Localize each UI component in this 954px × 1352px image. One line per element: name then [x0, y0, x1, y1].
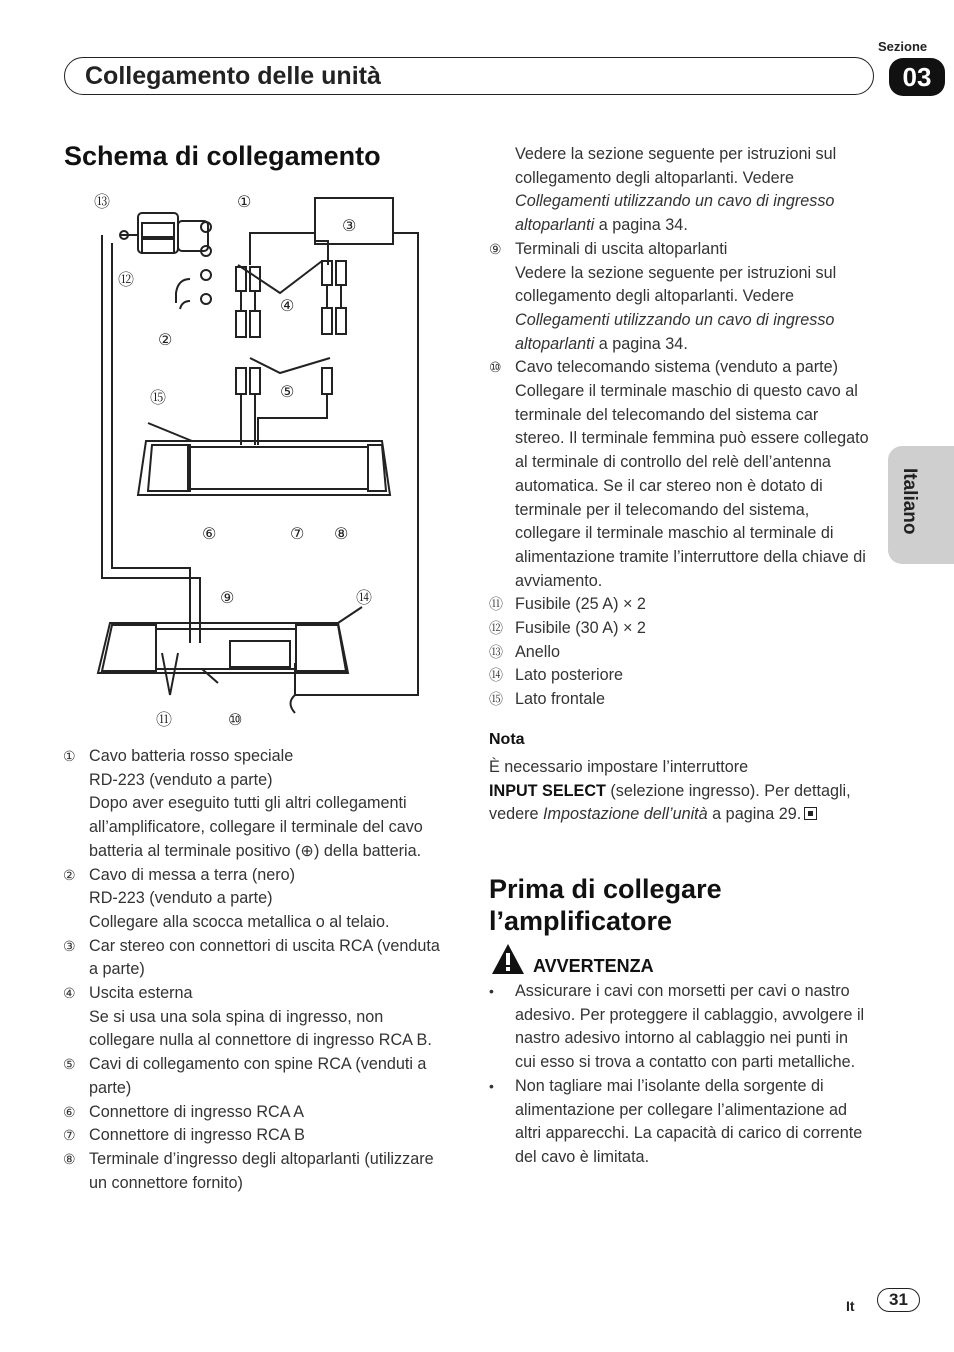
language-code: It: [846, 1298, 855, 1314]
legend-item-2: [63, 864, 445, 935]
section-number-badge: 03: [889, 58, 945, 96]
legend-text: Collegare il terminale maschio di questo cavo al terminale del telecomando del sistema car stereo. Il terminale femmina può essere collegato al terminale di controllo del relè dell’antenna automatica. Se il car stereo non è dotato di terminale per il telecomando del sistema, collegare il terminale maschio al terminale di alimentazione tramite l’interruttore della chiave di avviamento.: [515, 382, 869, 590]
legend-number: ⑦: [63, 1127, 76, 1144]
svg-text:⑬: ⑬: [94, 192, 111, 211]
svg-text:⑧: ⑧: [334, 524, 349, 543]
legend-number: ⑬: [489, 643, 503, 660]
legend-text: Uscita esterna: [89, 984, 193, 1003]
legend-text: Terminali di uscita altoparlanti: [515, 239, 728, 258]
page-number: 31: [877, 1288, 920, 1312]
legend-number: ⑤: [63, 1056, 76, 1073]
legend-text: Connettore di ingresso RCA A: [89, 1102, 305, 1121]
legend-item-1: [63, 745, 445, 864]
legend-item-5: [63, 1053, 445, 1100]
legend-number: ⑫: [489, 620, 503, 637]
legend-number: ⑩: [489, 359, 502, 376]
note-body: [489, 756, 873, 827]
legend-text: RD-223 (venduto a parte): [89, 889, 273, 908]
legend-text: Fusibile (25 A) × 2: [515, 595, 646, 614]
wiring-diagram: [90, 183, 430, 743]
legend-text: Car stereo con connettori di uscita RCA (venduta a parte): [89, 936, 440, 979]
svg-text:⑮: ⑮: [150, 388, 167, 407]
legend-text: Lato posteriore: [515, 666, 623, 685]
svg-text:⑨: ⑨: [220, 588, 235, 607]
legend-text: Lato frontale: [515, 690, 605, 709]
svg-text:⑪: ⑪: [156, 710, 173, 729]
section-heading-prima: Prima di collegare l’amplificatore: [489, 874, 722, 936]
end-marker-icon: [804, 807, 817, 820]
svg-text:⑩: ⑩: [228, 710, 243, 729]
svg-text:③: ③: [342, 216, 357, 235]
legend-text: Anello: [515, 642, 560, 661]
legend-item-11: [489, 593, 872, 617]
legend-text: Cavo di messa a terra (nero): [89, 865, 296, 884]
legend-text: Cavo telecomando sistema (venduto a parte): [515, 358, 839, 377]
legend-text: Dopo aver eseguito tutti gli altri collegamenti all’amplificatore, collegare il terminale del cavo batteria al terminale positivo (⊕) della batteria.: [89, 794, 423, 860]
legend-list-left: [63, 745, 445, 1195]
svg-text:②: ②: [158, 330, 173, 349]
bullet-icon: •: [489, 983, 494, 999]
legend-number: ⑥: [63, 1103, 76, 1120]
note-heading: Nota: [489, 731, 525, 748]
legend-item-12: [489, 617, 872, 641]
legend-text: Collegare alla scocca metallica o al telaio.: [89, 912, 390, 931]
legend-item-6: [63, 1101, 445, 1125]
legend-number: ⑮: [489, 691, 503, 708]
legend-number: ①: [63, 748, 76, 764]
legend-item-14: [489, 664, 872, 688]
warning-list: [489, 980, 871, 1170]
warning-label: AVVERTENZA: [533, 956, 654, 976]
warning-item: [489, 980, 871, 1075]
legend-continuation-8: Vedere la sezione seguente per istruzioni sul collegamento degli altoparlanti. Vedere Collegamenti utilizzando un cavo di ingresso altoparlanti a pagina 34.: [515, 145, 837, 235]
legend-item-4: [63, 982, 445, 1053]
legend-number: ⑪: [489, 596, 503, 613]
legend-text: Vedere la sezione seguente per istruzioni sul collegamento degli altoparlanti. Vedere Collegamenti utilizzando un cavo di ingresso altoparlanti a pagina 34.: [515, 263, 837, 353]
svg-text:①: ①: [237, 192, 252, 211]
legend-text: Terminale d’ingresso degli altoparlanti (utilizzare un connettore fornito): [89, 1149, 434, 1192]
legend-number: ⑭: [489, 667, 503, 684]
legend-text: RD-223 (venduto a parte): [89, 770, 273, 789]
legend-list-right: [489, 143, 872, 712]
section-heading-schema: Schema di collegamento: [64, 141, 381, 171]
warning-text: Assicurare i cavi con morsetti per cavi o nastro adesivo. Per proteggere il cablaggio, avvolgere il nastro adesivo intorno al cablaggio nei punti in cui esso si trova a contatto con parti metalliche.: [515, 982, 865, 1072]
svg-text:⑭: ⑭: [356, 588, 373, 607]
legend-text: Se si usa una sola spina di ingresso, non collegare nulla al connettore di ingresso RCA B.: [89, 1007, 432, 1050]
legend-number: ②: [63, 866, 76, 883]
legend-item-3: [63, 935, 445, 982]
svg-text:④: ④: [280, 296, 295, 315]
legend-number: ④: [63, 985, 76, 1002]
svg-text:⑦: ⑦: [290, 524, 305, 543]
svg-text:⑫: ⑫: [118, 270, 135, 289]
legend-number: ③: [63, 937, 76, 954]
legend-text: Cavo batteria rosso speciale: [89, 747, 294, 765]
legend-number: ⑨: [489, 240, 502, 257]
legend-text: Connettore di ingresso RCA B: [89, 1126, 305, 1145]
section-label: Sezione: [878, 39, 928, 54]
legend-item-8: [63, 1148, 445, 1195]
language-tab-label: Italiano: [899, 468, 920, 535]
bullet-icon: •: [489, 1077, 494, 1094]
chapter-title: Collegamento delle unità: [85, 62, 381, 90]
legend-item-10: [489, 356, 872, 593]
legend-item-13: [489, 641, 872, 665]
legend-item-15: [489, 688, 872, 712]
svg-text:⑥: ⑥: [202, 524, 217, 543]
legend-item-7: [63, 1124, 445, 1148]
note-text: INPUT SELECT (selezione ingresso). Per dettagli, vedere Impostazione dell’unità a pagina 29.: [489, 781, 851, 823]
warning-item: [489, 1075, 871, 1170]
warning-triangle-icon: [490, 942, 526, 976]
legend-text: Cavi di collegamento con spine RCA (venduti a parte): [89, 1055, 427, 1097]
legend-text: Fusibile (30 A) × 2: [515, 619, 646, 638]
svg-text:⑤: ⑤: [280, 382, 295, 401]
note-text: È necessario impostare l’interruttore: [489, 758, 749, 776]
legend-number: ⑧: [63, 1150, 76, 1167]
legend-item-9: [489, 238, 872, 357]
warning-text: Non tagliare mai l’isolante della sorgente di alimentazione per collegare l’alimentazione ad altri apparecchi. La capacità di carico di corrente del cavo è limitata.: [515, 1076, 863, 1166]
